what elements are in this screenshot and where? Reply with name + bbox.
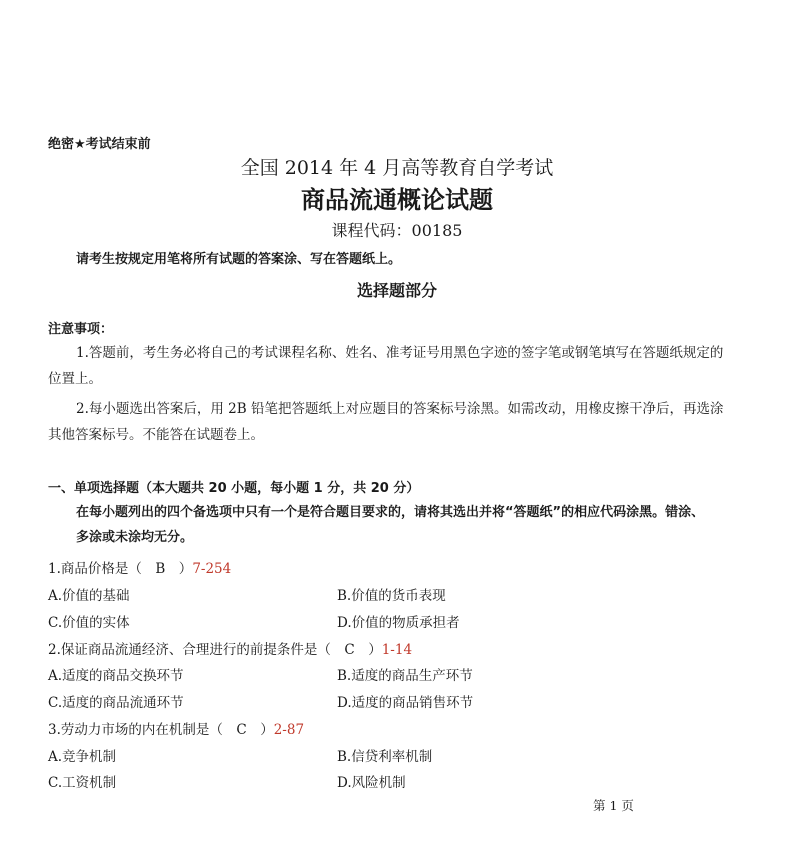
question-3-ref: 2-87 xyxy=(273,722,305,738)
question-1-stem xyxy=(48,557,231,577)
course-code: 课程代码：00185 xyxy=(331,221,463,240)
question-2-stem xyxy=(48,638,412,658)
note-item-1-line-2: 位置上。 xyxy=(48,371,102,387)
question-1-option-a: A.价值的基础 xyxy=(48,588,130,604)
notes-heading: 注意事项： xyxy=(48,322,114,337)
question-3-option-a: A.竞争机制 xyxy=(48,749,117,765)
question-3-option-c: C.工资机制 xyxy=(48,775,117,791)
question-2-option-b: B.适度的商品生产环节 xyxy=(337,668,473,684)
question-1-ref: 7-254 xyxy=(192,561,232,577)
question-3-stem-text: 3.劳动力市场的内在机制是（ C ） xyxy=(48,722,274,738)
section-title: 选择题部分 xyxy=(356,281,437,300)
instruction: 请考生按规定用笔将所有试题的答案涂、写在答题纸上。 xyxy=(76,252,402,267)
note-item-2-line-1: 2.每小题选出答案后，用 2B 铅笔把答题纸上对应题目的答案标号涂黑。如需改动，用橡皮擦干净后，再选涂 xyxy=(76,401,724,417)
question-1-stem-text: 1.商品价格是（ B ） xyxy=(48,561,193,577)
part1-desc-line-2: 多涂或未涂均无分。 xyxy=(76,530,194,545)
note-item-2-line-2: 其他答案标号。不能答在试题卷上。 xyxy=(48,427,264,443)
question-2-ref: 1-14 xyxy=(381,642,413,658)
part1-desc-line-1: 在每小题列出的四个备选项中只有一个是符合题目要求的，请将其选出并将“答题纸”的相应代码涂黑。错涂、 xyxy=(76,505,705,520)
question-2-option-a: A.适度的商品交换环节 xyxy=(48,668,184,684)
page-number: 第 1 页 xyxy=(593,798,634,813)
question-2-stem-text: 2.保证商品流通经济、合理进行的前提条件是（ C ） xyxy=(48,642,382,658)
question-2-option-d: D.适度的商品销售环节 xyxy=(337,695,474,711)
exam-title: 全国 2014 年 4 月高等教育自学考试 xyxy=(240,157,554,179)
question-1-option-b: B.价值的货币表现 xyxy=(337,588,446,604)
paper-title: 商品流通概论试题 xyxy=(301,186,493,214)
secret-mark: 绝密★考试结束前 xyxy=(48,137,151,152)
question-3-stem xyxy=(48,718,304,738)
note-item-1-line-1: 1.答题前，考生务必将自己的考试课程名称、姓名、准考证号用黑色字迹的签字笔或钢笔填写在答题纸规定的 xyxy=(76,345,724,361)
part1-heading: 一、单项选择题（本大题共 20 小题，每小题 1 分，共 20 分） xyxy=(48,481,420,496)
question-3-option-d: D.风险机制 xyxy=(337,775,406,791)
question-3-option-b: B.信贷利率机制 xyxy=(337,749,433,765)
question-1-option-d: D.价值的物质承担者 xyxy=(337,615,460,631)
question-1-option-c: C.价值的实体 xyxy=(48,615,130,631)
question-2-option-c: C.适度的商品流通环节 xyxy=(48,695,184,711)
